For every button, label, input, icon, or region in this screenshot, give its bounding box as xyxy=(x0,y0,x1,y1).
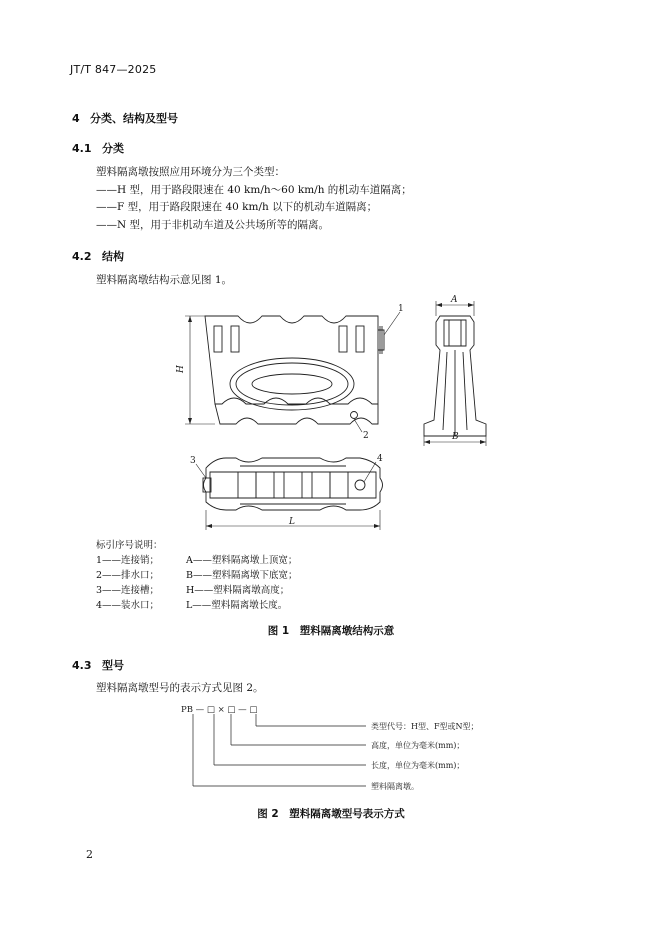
legend-key: 2——排水口； xyxy=(96,570,160,581)
callout-2: 2 xyxy=(363,431,369,441)
front-view xyxy=(185,312,400,432)
legend-key: 3——连接槽； xyxy=(96,585,160,596)
callout-3: 3 xyxy=(190,456,196,466)
legend-title: 标引序号说明： xyxy=(96,540,163,551)
legend-row xyxy=(96,583,297,598)
legend-key: 1——连接销； xyxy=(96,555,160,566)
legend-dim: B——塑料隔离墩下底宽； xyxy=(186,570,298,581)
legend-row xyxy=(96,553,297,568)
model-item-name: 塑料隔离墩。 xyxy=(371,782,419,791)
model-item-length: 长度，单位为毫米(mm)； xyxy=(371,761,465,770)
section-4-3-number: 4.3 xyxy=(72,659,92,672)
section-4-1-title: 分类 xyxy=(102,142,124,155)
figure-2-leaders xyxy=(193,714,366,786)
section-4-title: 分类、结构及型号 xyxy=(90,112,178,125)
callout-1: 1 xyxy=(398,304,404,314)
figure-2-caption: 图 2 塑料隔离墩型号表示方式 xyxy=(257,808,405,820)
section-4-1-number: 4.1 xyxy=(72,142,92,155)
model-code: PB — □ × □ — □ xyxy=(181,705,258,715)
classification-n: ——N 型，用于非机动车道及公共场所等的隔离。 xyxy=(96,218,330,231)
legend-row xyxy=(96,568,297,583)
model-intro: 塑料隔离墩型号的表示方式见图 2。 xyxy=(96,682,264,694)
legend-dim: L——塑料隔离墩长度。 xyxy=(186,600,288,611)
side-view xyxy=(424,301,486,446)
standard-number: JT/T 847—2025 xyxy=(70,63,157,76)
dim-a-label: A xyxy=(451,295,458,305)
section-4-3-title: 型号 xyxy=(102,659,124,672)
legend-key: 4——装水口； xyxy=(96,600,160,611)
figure-1-caption: 图 1 塑料隔离墩结构示意 xyxy=(267,625,395,637)
classification-intro: 塑料隔离墩按照应用环境分为三个类型： xyxy=(96,166,285,178)
page-number: 2 xyxy=(86,848,93,861)
section-4-2-number: 4.2 xyxy=(72,250,92,263)
dim-h-label: H xyxy=(176,365,186,373)
callout-4: 4 xyxy=(377,454,383,464)
structure-intro: 塑料隔离墩结构示意见图 1。 xyxy=(96,274,233,286)
figure-1-legend xyxy=(96,553,297,613)
classification-h: ——H 型，用于路段限速在 40 km/h～60 km/h 的机动车道隔离； xyxy=(96,183,412,196)
legend-dim: A——塑料隔离墩上顶宽； xyxy=(186,555,298,566)
dim-b-label: B xyxy=(452,432,459,442)
section-4-3-heading xyxy=(72,657,124,673)
model-item-height: 高度，单位为毫米(mm)； xyxy=(371,741,465,750)
section-4-number: 4 xyxy=(72,112,80,125)
section-4-2-title: 结构 xyxy=(102,250,124,263)
legend-dim: H——塑料隔离墩高度； xyxy=(186,585,290,596)
classification-f: ——F 型，用于路段限速在 40 km/h 以下的机动车道隔离； xyxy=(96,201,378,213)
legend-row xyxy=(96,598,297,613)
model-item-type: 类型代号：H型、F型或N型； xyxy=(371,722,479,731)
dim-l-label: L xyxy=(289,517,295,527)
